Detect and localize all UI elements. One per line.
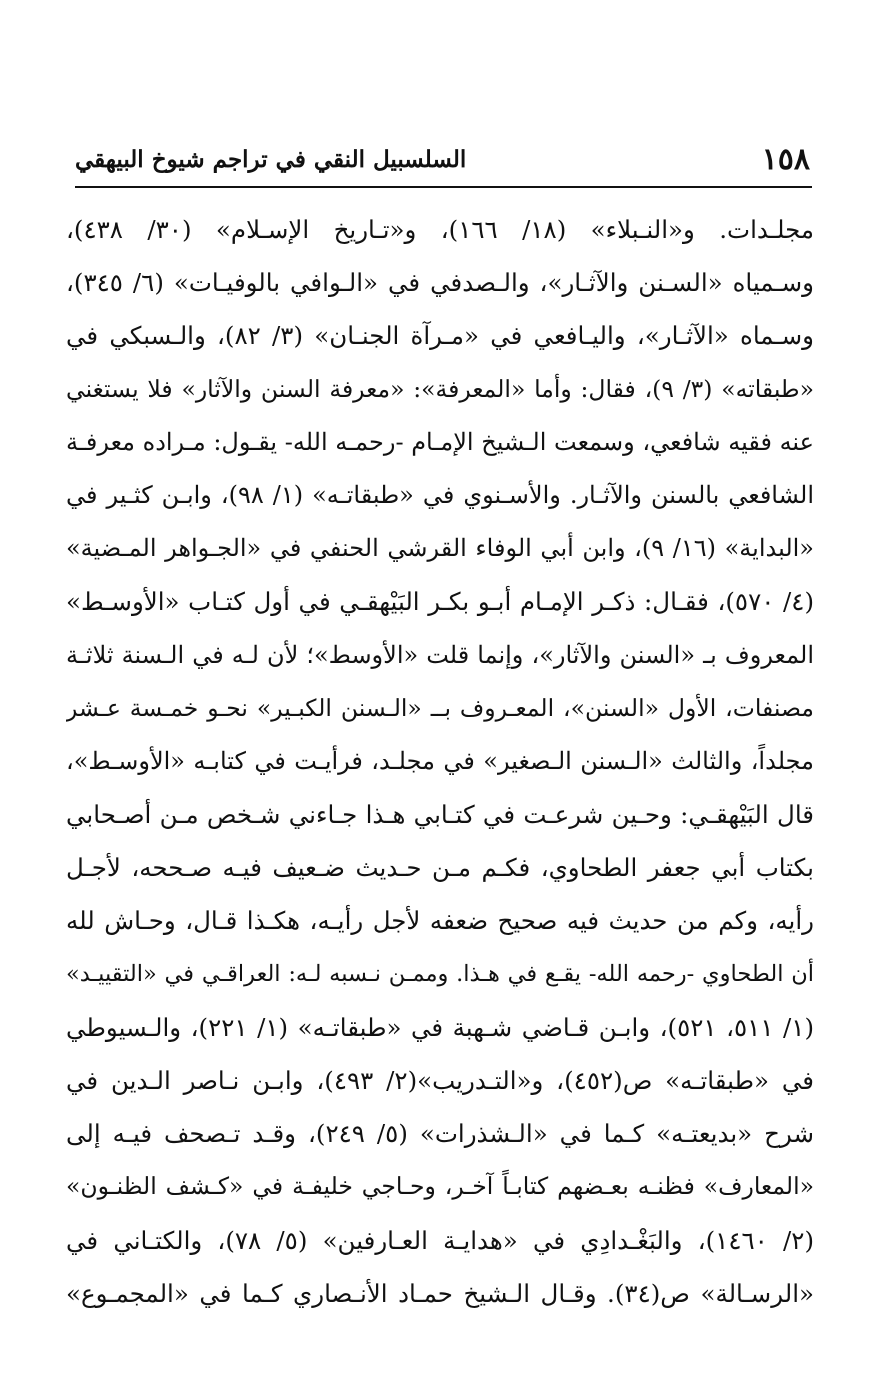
- text-line: المعروف بـ «السنن والآثار»، وإنما قلت «الأوسط»؛ لأن لـه في الـسنة ثلاثـة: [66, 640, 814, 669]
- text-line: مجلـدات. و«النـبلاء» (١٨/ ١٦٦)، و«تـاريخ الإسـلام» (٣٠/ ٤٣٨)،: [66, 215, 814, 244]
- text-line: وسـمياه «السـنن والآثـار»، والـصدفي في «الـوافي بالوفيـات» (٦/ ٣٤٥)،: [66, 268, 814, 298]
- text-line: عنه فقيه شافعي، وسمعت الـشيخ الإمـام -رحمـه الله- يقـول: مـراده معرفـة: [66, 427, 814, 456]
- text-line: «طبقاته» (٣/ ٩)، فقال: وأما «المعرفة»: «معرفة السنن والآثار» فلا يستغني: [66, 374, 814, 403]
- text-line: (٤/ ٥٧٠)، فقـال: ذكـر الإمـام أبـو بكـر البَيْهقـي في أول كتـاب «الأوسـط»: [66, 587, 814, 617]
- text-line: أن الطحاوي -رحمه الله- يقـع في هـذا. وممـن نـسبه لـه: العراقـي في «التقييـد»: [66, 960, 814, 987]
- text-line: مجلداً، والثالث «الـسنن الـصغير» في مجلـد، فرأيـت في كتابـه «الأوسـط»،: [66, 746, 814, 775]
- text-line: «الرسـالة» ص(٣٤). وقـال الـشيخ حمـاد الأنـصاري كـما في «المجمـوع»: [66, 1278, 814, 1308]
- page-number: ١٥٨: [761, 142, 810, 177]
- text-line: الشافعي بالسنن والآثـار. والأسـنوي في «طبقاتـه» (١/ ٩٨)، وابـن كثـير في: [66, 480, 814, 509]
- page-header: [75, 140, 810, 182]
- text-line: قال البَيْهقـي: وحـين شرعـت في كتـابي هـذا جـاءني شـخص مـن أصـحابي: [66, 800, 814, 830]
- text-line: في «طبقاتـه» ص(٤٥٢)، و«التـدريب»(٢/ ٤٩٣)، وابـن نـاصر الـدين في: [66, 1066, 814, 1095]
- text-line: (١/ ٥١١، ٥٢١)، وابـن قـاضي شـهبة في «طبقاتـه» (١/ ٢٢١)، والـسيوطي: [66, 1012, 814, 1042]
- text-line: «البداية» (١٦/ ٩)، وابن أبي الوفاء القرشي الحنفي في «الجـواهر المـضية»: [66, 534, 814, 563]
- text-line: وسـماه «الآثـار»، واليـافعي في «مـرآة الجنـان» (٣/ ٨٢)، والـسبكي في: [66, 321, 814, 351]
- text-line: بكتاب أبي جعفر الطحاوي، فكـم مـن حـديث ضـعيف فيـه صـححه، لأجـل: [66, 853, 814, 883]
- text-line: (٢/ ١٤٦٠)، والبَغْـدادِي في «هدايـة العـارفين» (٥/ ٧٨)، والكتـاني في: [66, 1225, 814, 1255]
- header-rule: [75, 186, 812, 188]
- body-text: [66, 203, 814, 1320]
- text-line: رأيه، وكم من حديث فيه صحيح ضعفه لأجل رأيـه، هكـذا قـال، وحـاش لله: [66, 906, 814, 936]
- text-line: «المعارف» فظنـه بعـضهم كتابـاً آخـر، وحـاجي خليفـة في «كـشف الظنـون»: [66, 1172, 814, 1201]
- text-line: شرح «بديعتـه» كـما في «الـشذرات» (٥/ ٢٤٩)، وقـد تـصحف فيـه إلى: [66, 1119, 814, 1149]
- text-line: مصنفات، الأول «السنن»، المعـروف بــ «الـسنن الكبـير» نحـو خمـسة عـشر: [66, 693, 814, 722]
- running-title: السلسبيل النقي في تراجم شيوخ البيهقي: [75, 146, 467, 173]
